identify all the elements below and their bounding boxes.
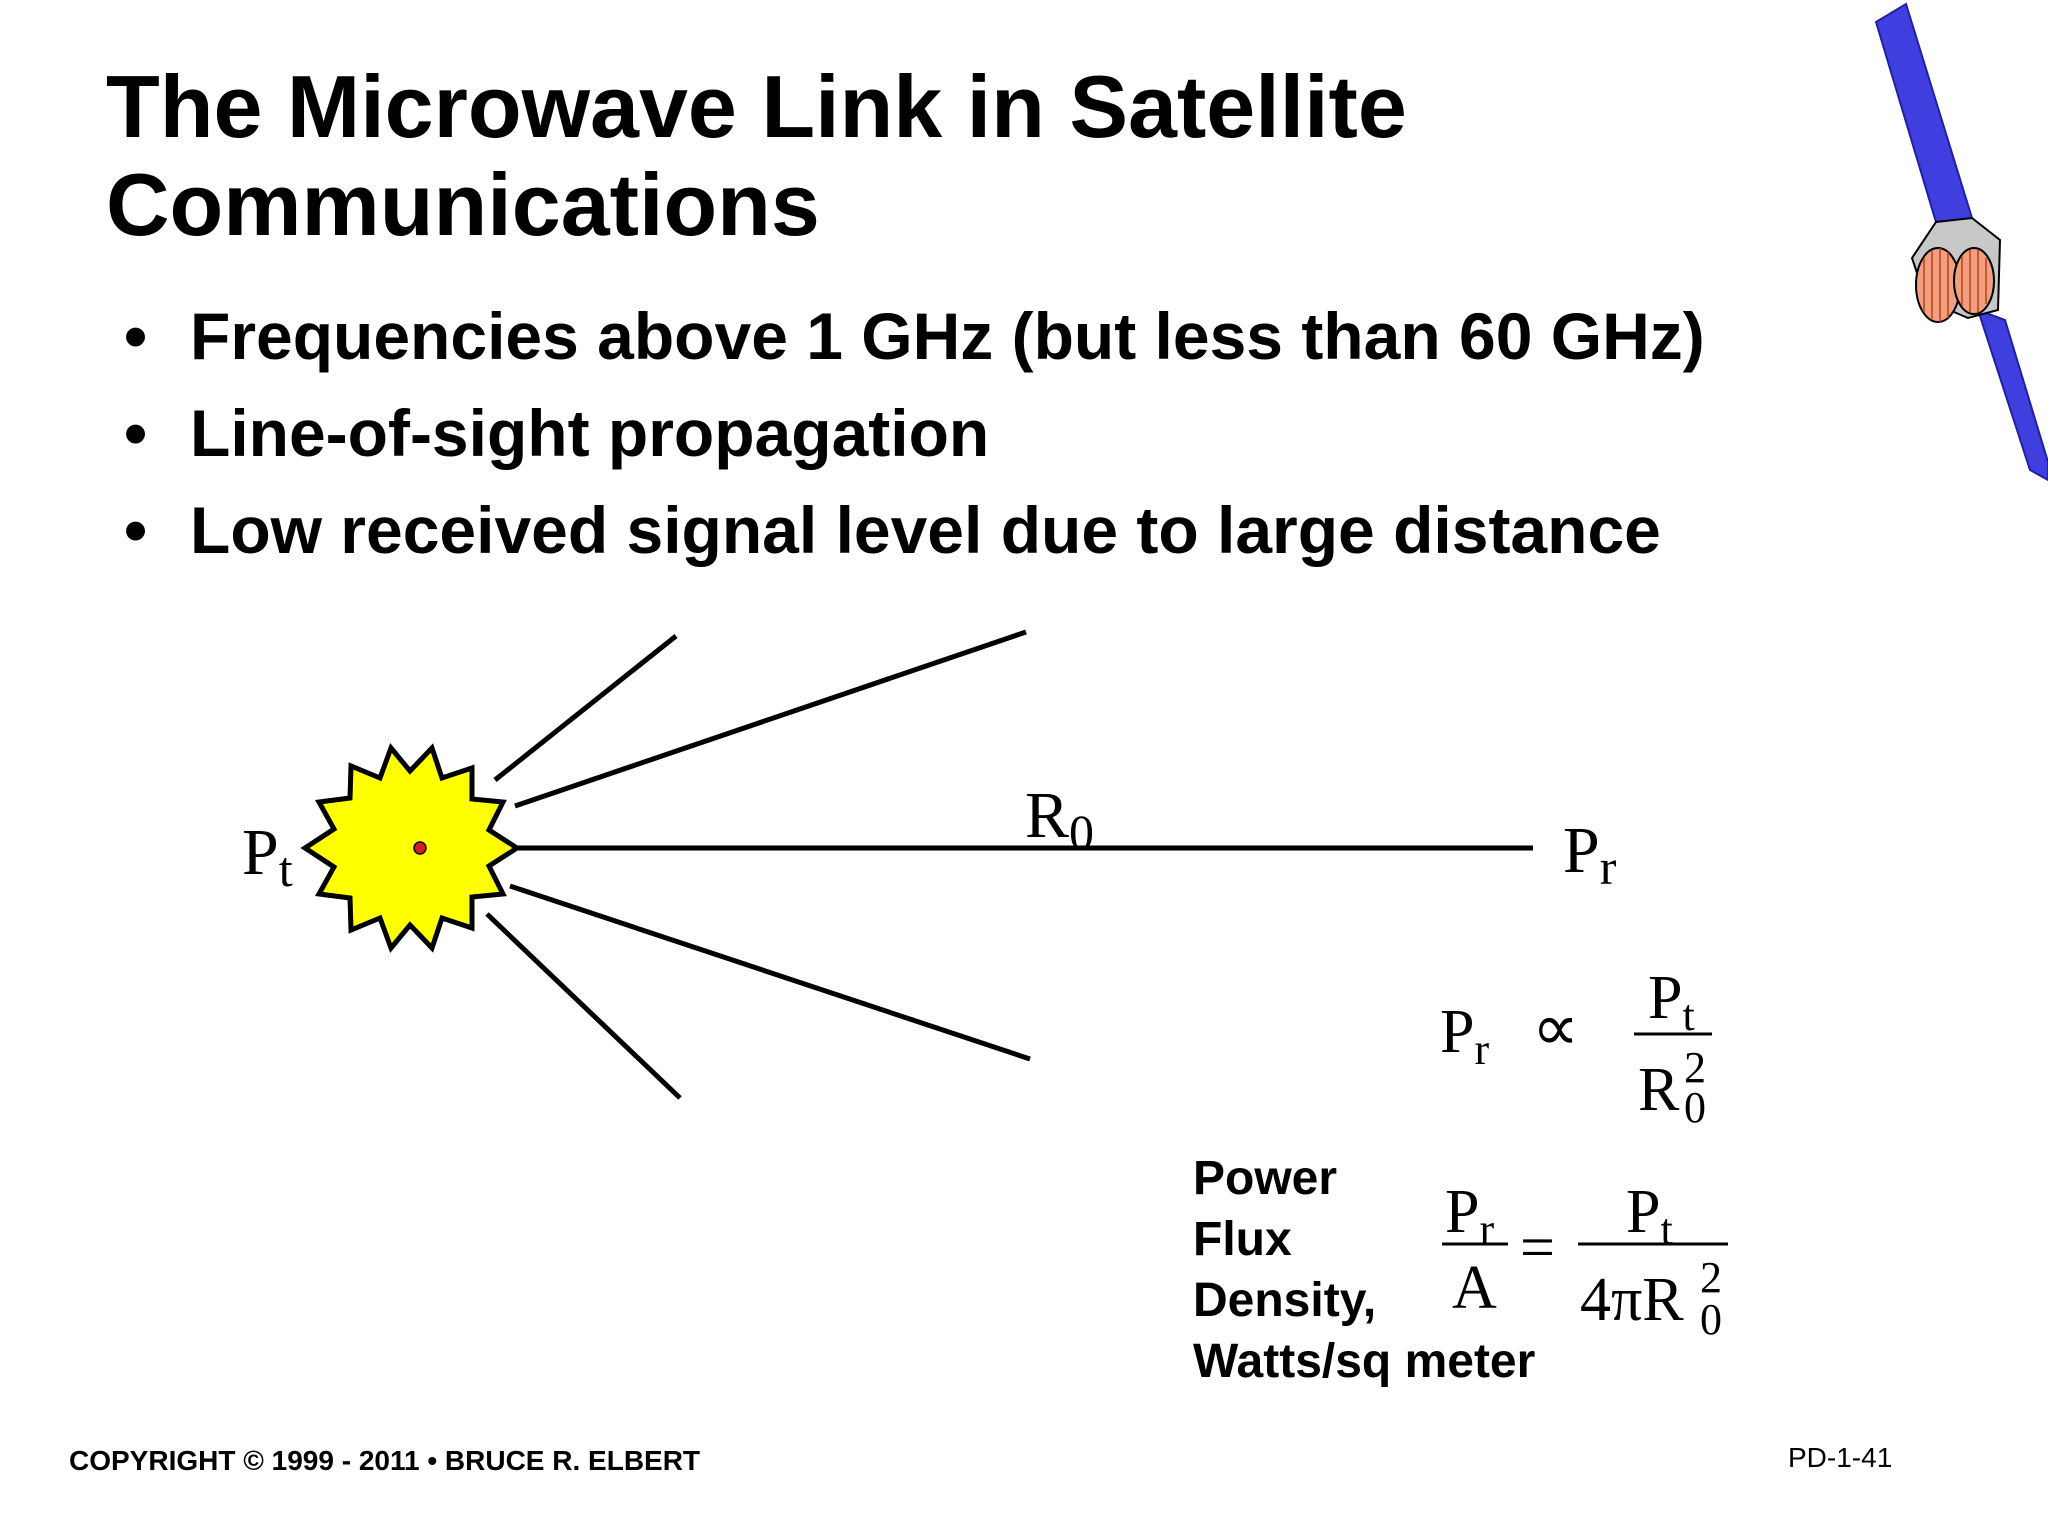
flux-lhs-denominator: A — [1452, 1254, 1497, 1322]
flux-label-line: Density, — [1193, 1274, 1377, 1327]
symbol: P — [242, 816, 279, 889]
symbol: R — [1025, 779, 1070, 852]
flux-rhs-denominator-sub: 0 — [1700, 1295, 1722, 1344]
flux-lhs-numerator: Pr — [1445, 1178, 1495, 1254]
flux-rhs-numerator: Pt — [1626, 1178, 1673, 1254]
subscript: t — [278, 841, 293, 897]
symbol: P — [1563, 814, 1600, 887]
flux-label-line: Power — [1193, 1152, 1338, 1205]
eq-operator: ∝ — [1532, 992, 1580, 1065]
slide-title: The Microwave Link in Satellite Communications — [106, 57, 1407, 254]
eq-denominator-sup: 2 — [1684, 1043, 1706, 1092]
eq-denominator-sub: 0 — [1684, 1083, 1706, 1132]
copyright-footer: COPYRIGHT © 1999 - 2011 • BRUCE R. ELBERT — [69, 1445, 701, 1476]
bullet-text: Line-of-sight propagation — [190, 396, 990, 470]
flux-label-line: Flux — [1193, 1213, 1292, 1266]
bullet-dot: • — [124, 493, 148, 567]
eq-lhs: Pr — [1440, 998, 1490, 1074]
subscript: 0 — [1069, 804, 1095, 860]
eq-numerator: Pt — [1648, 964, 1695, 1040]
flux-rhs-denominator: 4πR — [1580, 1266, 1684, 1334]
bullet-text: Frequencies above 1 GHz (but less than 60 GHz) — [190, 299, 1705, 373]
flux-operator: = — [1520, 1214, 1555, 1282]
flux-rhs-denominator-sup: 2 — [1700, 1253, 1722, 1302]
bullet-dot: • — [124, 299, 148, 373]
bullet-dot: • — [124, 396, 148, 470]
slide-id: PD-1-41 — [1788, 1442, 1893, 1473]
flux-density-label — [1193, 1148, 1613, 1392]
subscript: r — [1599, 839, 1617, 895]
eq-denominator: R — [1638, 1056, 1680, 1124]
flux-label-line: Watts/sq meter — [1193, 1335, 1536, 1388]
bullet-text: Low received signal level due to large distance — [190, 493, 1661, 567]
